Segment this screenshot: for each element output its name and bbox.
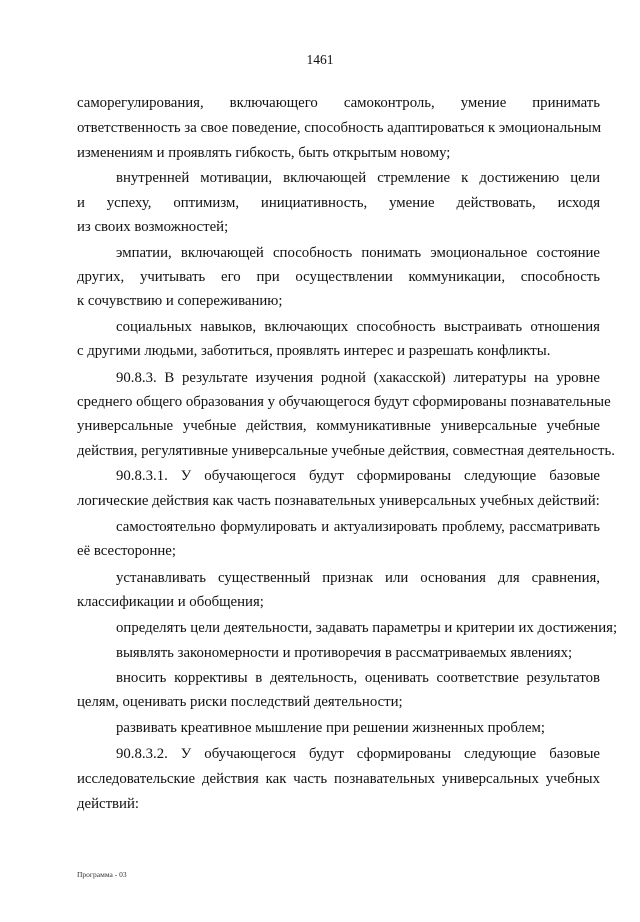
text-line: действия, регулятивные универсальные учебные действия, совместная деятельность. (77, 443, 615, 459)
text-line: 90.8.3. В результате изучения родной (хакасской) литературы на уровне (116, 370, 600, 386)
text-line: универсальные учебные действия, коммуникативные универсальные учебные (77, 418, 600, 434)
text-line: и успеху, оптимизм, инициативность, умение действовать, исходя (77, 195, 600, 211)
text-line: из своих возможностей; (77, 219, 229, 235)
text-line: исследовательские действия как часть познавательных универсальных учебных (77, 771, 600, 787)
text-line: 90.8.3.1. У обучающегося будут сформированы следующие базовые (116, 468, 600, 484)
text-line: её всесторонне; (77, 543, 176, 559)
text-line: среднего общего образования у обучающегося будут сформированы познавательные (77, 394, 611, 410)
page-number: 1461 (306, 52, 334, 67)
text-line: устанавливать существенный признак или основания для сравнения, (116, 570, 600, 586)
footer-text: Программа - 03 (77, 870, 127, 879)
text-line: внутренней мотивации, включающей стремление к достижению цели (116, 170, 600, 186)
text-line: к сочувствию и сопереживанию; (77, 293, 283, 309)
text-line: действий: (77, 796, 139, 812)
text-line: других, учитывать его при осуществлении коммуникации, способность (77, 269, 600, 285)
text-line: выявлять закономерности и противоречия в рассматриваемых явлениях; (116, 645, 573, 661)
text-line: определять цели деятельности, задавать параметры и критерии их достижения; (116, 620, 618, 636)
text-line: целям, оценивать риски последствий деятельности; (77, 694, 403, 710)
text-line: самостоятельно формулировать и актуализировать проблему, рассматривать (116, 519, 600, 535)
text-line: социальных навыков, включающих способность выстраивать отношения (116, 319, 600, 335)
text-line: саморегулирования, включающего самоконтроль, умение принимать (77, 95, 600, 111)
text-line: изменениям и проявлять гибкость, быть открытым новому; (77, 145, 451, 161)
text-line: вносить коррективы в деятельность, оценивать соответствие результатов (116, 670, 600, 686)
text-line: логические действия как часть познавательных универсальных учебных действий: (77, 493, 600, 509)
text-line: классификации и обобщения; (77, 594, 264, 610)
text-line: 90.8.3.2. У обучающегося будут сформированы следующие базовые (116, 746, 600, 762)
text-line: развивать креативное мышление при решении жизненных проблем; (116, 720, 545, 736)
text-line: с другими людьми, заботиться, проявлять интерес и разрешать конфликты. (77, 343, 551, 359)
text-line: ответственность за свое поведение, способность адаптироваться к эмоциональным (77, 120, 602, 136)
text-line: эмпатии, включающей способность понимать эмоциональное состояние (116, 245, 600, 261)
